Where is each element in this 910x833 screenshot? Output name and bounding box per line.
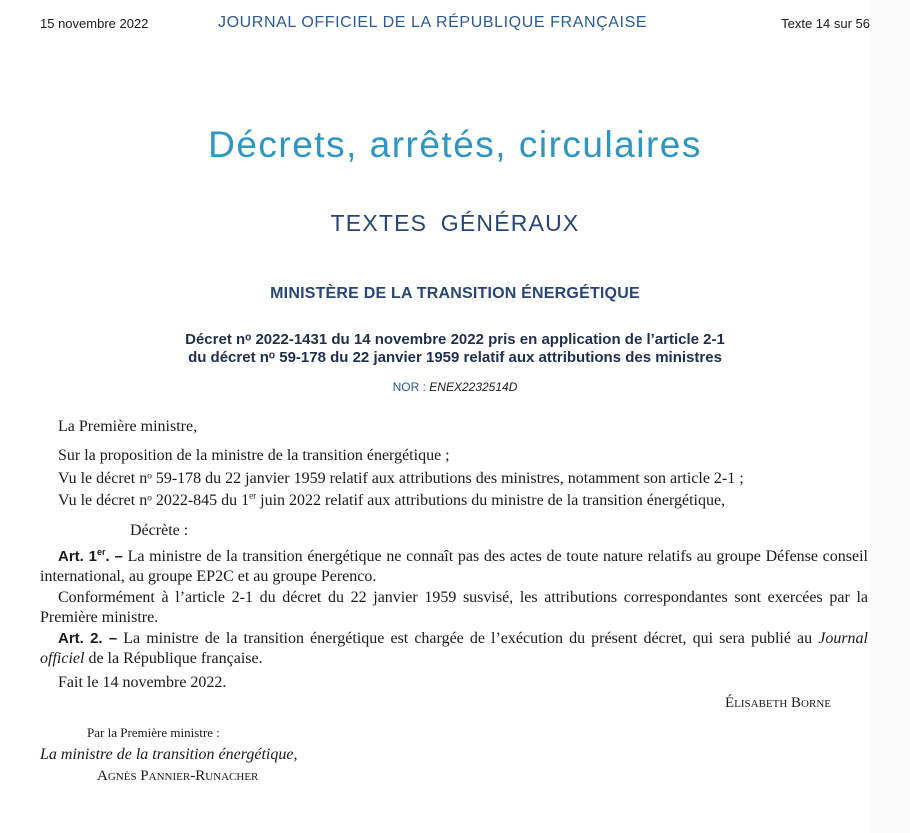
countersign-name: Agnès Pannier-Runacher [97, 768, 259, 784]
signatory-name: Élisabeth Borne [724, 695, 831, 711]
author-line: La Première ministre, [58, 418, 198, 435]
decree-title-line-2: du décret nᵒ 59-178 du 22 janvier 1959 relatif aux attributions des ministres [188, 349, 722, 366]
proposition-line: Sur la proposition de la ministre de la transition énergétique ; [58, 447, 450, 464]
visa-2-part-a: Vu le décret nᵒ 2022-845 du 1 [58, 492, 250, 509]
article-1-text: La ministre de la transition énergétique ne connaît pas des actes de toute nature relatifs au groupe Défense conseil international, au groupe EP2C et au groupe Perenco. [40, 548, 868, 585]
publication-date: 15 novembre 2022 [40, 16, 149, 31]
article-1 [40, 547, 868, 587]
section-title: Décrets, arrêtés, circulaires [208, 124, 702, 165]
page-header [40, 14, 870, 38]
nor-label: NOR : [392, 380, 430, 394]
visa-2-part-b: juin 2022 relatif aux attributions du ministre de la transition énergétique, [256, 492, 726, 509]
text-counter: Texte 14 sur 56 [781, 16, 870, 31]
par-line: Par la Première ministre : [87, 725, 220, 740]
countersign-role: La ministre de la transition énergétique, [40, 746, 298, 763]
ministry-heading: MINISTÈRE DE LA TRANSITION ÉNERGÉTIQUE [270, 285, 640, 302]
journal-title: JOURNAL OFFICIEL DE LA RÉPUBLIQUE FRANÇAISE [218, 14, 648, 31]
article-1-paragraph-2: Conformément à l’article 2-1 du décret du 22 janvier 1959 susvisé, les attributions correspondantes sont exercées par la Première ministre. [40, 589, 868, 626]
visa-2 [58, 491, 868, 511]
visa-2-sup: er [249, 490, 257, 501]
decree-title-line-1: Décret nᵒ 2022-1431 du 14 novembre 2022 pris en application de l’article 2-1 [185, 331, 725, 348]
nor-reference [0, 380, 910, 394]
section-subtitle: TEXTES GÉNÉRAUX [330, 210, 580, 236]
nor-value: ENEX2232514D [429, 380, 518, 394]
decree-title [0, 331, 910, 367]
journal-officiel-italic: Journal officiel [40, 630, 868, 667]
article-2: Art. 2. – La ministre de la transition énergétique est chargée de l’exécution du présent décret, qui sera publié au Journal officiel de la République française. [40, 630, 868, 667]
fait-line: Fait le 14 novembre 2022. [58, 674, 227, 691]
article-2-label: Art. 2. – [58, 630, 118, 647]
article-1-label: Art. 1er. – [58, 547, 123, 565]
decrete-line: Décrète : [130, 522, 189, 539]
visa-1: Vu le décret nᵒ 59-178 du 22 janvier 1959 relatif aux attributions des ministres, notamment son article 2-1 ; [58, 470, 744, 487]
